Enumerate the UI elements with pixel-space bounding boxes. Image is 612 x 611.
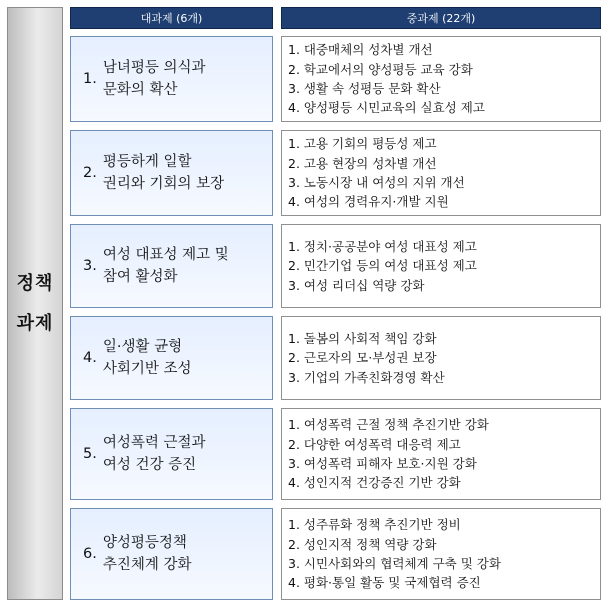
sub-task-item: 4. 여성의 경력유지·개발 지원 — [288, 194, 449, 210]
major-task-title-line: 평등하게 일할 — [102, 153, 192, 170]
task-row — [70, 130, 601, 216]
policy-tasks-side-label — [7, 7, 63, 600]
sub-task-item: 2. 민간기업 등의 여성 대표성 제고 — [288, 258, 477, 274]
task-row — [70, 36, 601, 122]
sub-task-item: 1. 돌봄의 사회적 책임 강화 — [288, 330, 437, 346]
major-task-title-line: 참여 활성화 — [102, 269, 178, 285]
sub-task-list — [281, 316, 601, 400]
major-task-title-line: 문화의 확산 — [102, 82, 178, 98]
sub-task-item: 1. 대중매체의 성차별 개선 — [288, 42, 433, 58]
major-task — [70, 224, 273, 308]
sub-task-list — [281, 508, 601, 600]
major-task-number: 4. — [83, 349, 97, 366]
major-task-title-line: 일·생활 균형 — [102, 338, 183, 355]
side-label-line2: 과제 — [16, 312, 54, 334]
major-task — [70, 36, 273, 122]
sub-task-list — [281, 130, 601, 216]
sub-task-item: 2. 고용 현장의 성차별 개선 — [288, 155, 437, 171]
major-task-number: 1. — [83, 70, 97, 87]
sub-task-item: 4. 성인지적 건강증진 기반 강화 — [288, 475, 461, 491]
side-label-line1: 정책 — [16, 272, 54, 294]
sub-task-item: 1. 고용 기회의 평등성 제고 — [288, 136, 437, 152]
major-task — [70, 508, 273, 600]
sub-task-item: 3. 생활 속 성평등 문화 확산 — [288, 81, 441, 96]
major-task-title-line: 추진체계 강화 — [102, 557, 192, 573]
major-task — [70, 130, 273, 216]
sub-task-item: 1. 정치·공공분야 여성 대표성 제고 — [288, 238, 477, 254]
sub-task-item: 2. 근로자의 모·부성권 보장 — [288, 350, 437, 366]
sub-task-item: 2. 다양한 여성폭력 대응력 제고 — [288, 436, 461, 452]
sub-task-item: 1. 여성폭력 근절 정책 추진기반 강화 — [288, 417, 489, 433]
major-task-title-line: 양성평등정책 — [102, 534, 187, 551]
sub-task-item: 2. 학교에서의 양성평등 교육 강화 — [288, 61, 473, 77]
major-task-title-line: 사회기반 조성 — [102, 361, 192, 377]
major-task-number: 5. — [83, 445, 97, 462]
sub-task-list — [281, 36, 601, 122]
major-task-title-line: 여성 대표성 제고 및 — [102, 246, 229, 263]
sub-task-item: 3. 시민사회와의 협력체계 구축 및 강화 — [288, 556, 501, 571]
header-major-tasks: 대과제 (6개) — [70, 7, 273, 29]
sub-task-item: 3. 여성 리더십 역량 강화 — [288, 277, 425, 293]
major-task-title-line: 남녀평등 의식과 — [102, 59, 206, 76]
task-row — [70, 316, 601, 400]
sub-task-item: 4. 평화·통일 활동 및 국제협력 증진 — [288, 575, 481, 591]
major-task-title-line: 여성 건강 증진 — [102, 457, 197, 473]
header-sub-tasks: 중과제 (22개) — [281, 7, 601, 29]
sub-task-item: 4. 양성평등 시민교육의 실효성 제고 — [288, 100, 485, 116]
sub-task-item: 1. 성주류화 정책 추진기반 정비 — [288, 517, 461, 533]
task-row — [70, 224, 601, 308]
major-task — [70, 316, 273, 400]
major-task-number: 3. — [83, 257, 97, 274]
sub-task-item: 2. 성인지적 정책 역량 강화 — [288, 536, 437, 552]
major-task — [70, 408, 273, 500]
sub-task-list — [281, 408, 601, 500]
major-task-title-line: 권리와 기회의 보장 — [102, 176, 225, 192]
task-row — [70, 408, 601, 500]
sub-task-item: 3. 여성폭력 피해자 보호·지원 강화 — [288, 456, 477, 471]
sub-task-item: 3. 기업의 가족친화경영 확산 — [288, 369, 445, 385]
sub-task-item: 3. 노동시장 내 여성의 지위 개선 — [288, 175, 465, 190]
major-task-title-line: 여성폭력 근절과 — [102, 434, 206, 451]
major-task-number: 6. — [83, 545, 97, 562]
task-row — [70, 508, 601, 600]
sub-task-list — [281, 224, 601, 308]
major-task-number: 2. — [83, 164, 97, 181]
